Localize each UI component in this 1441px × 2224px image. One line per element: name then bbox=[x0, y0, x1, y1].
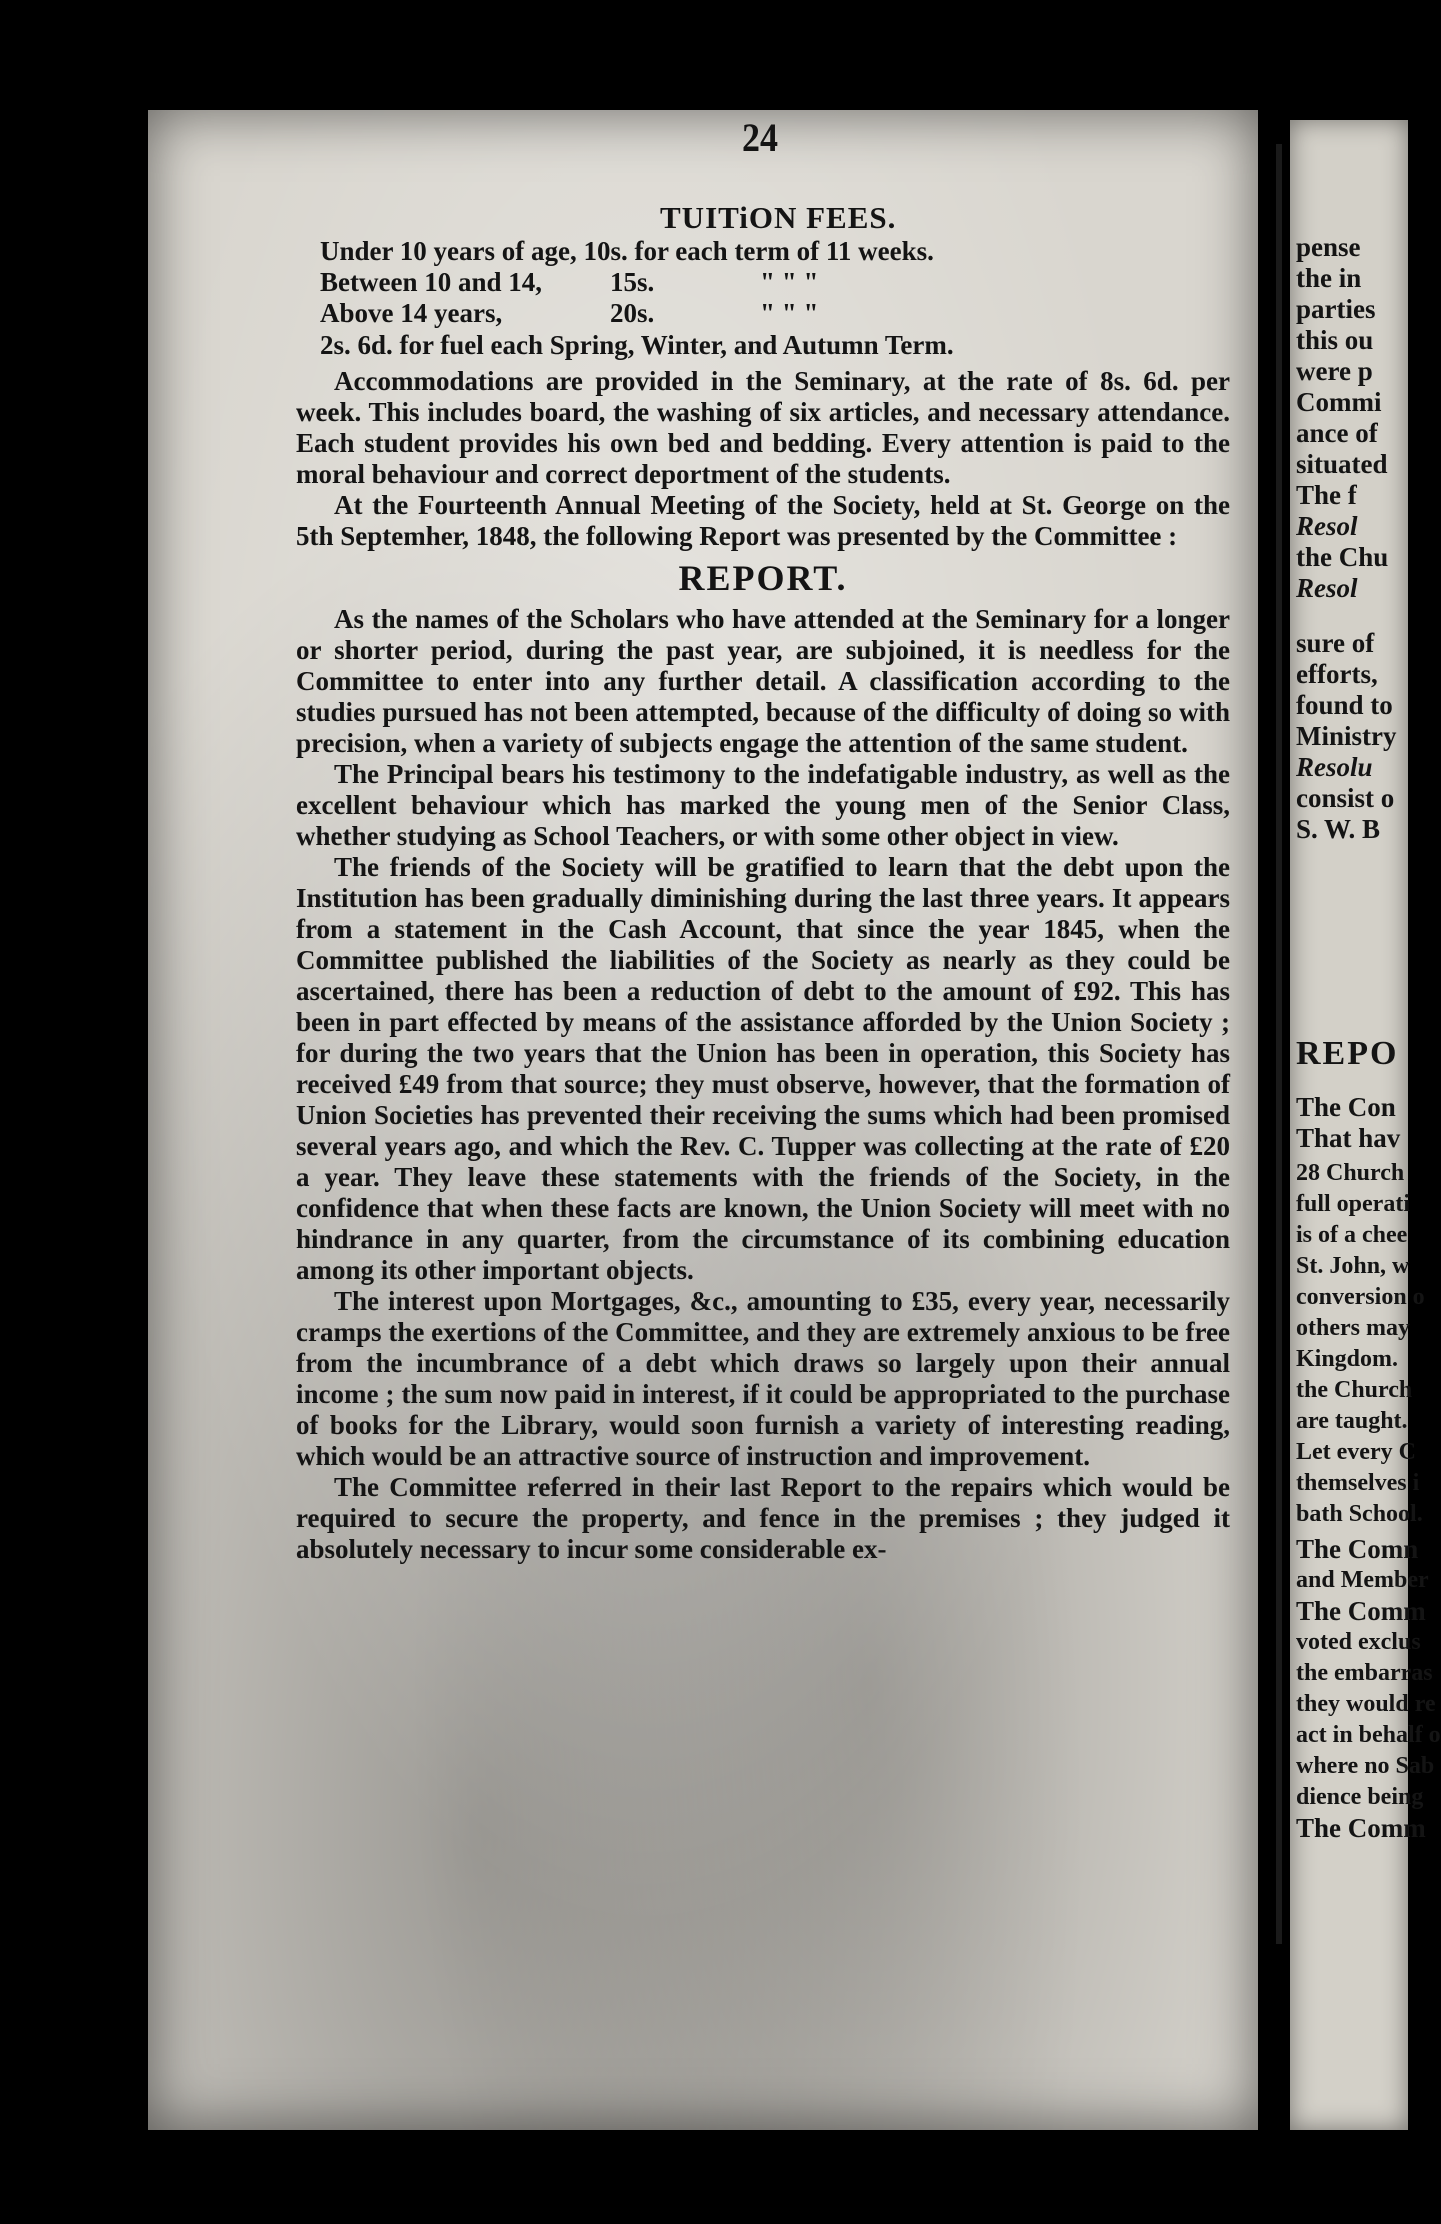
adjacent-page-edge bbox=[1290, 120, 1441, 2130]
next-page-fragment: the embarras bbox=[1296, 1660, 1433, 1686]
next-page-fragment: Let every C bbox=[1296, 1439, 1416, 1465]
fee-row-value: 15s. bbox=[610, 267, 655, 297]
next-page-fragment: voted exclus bbox=[1296, 1629, 1421, 1655]
next-page-fragment: The Comm bbox=[1296, 1596, 1426, 1626]
page-title: TUITiON FEES. bbox=[660, 200, 897, 235]
page-gutter-rule bbox=[1276, 144, 1282, 1944]
fee-row-value: 20s. bbox=[610, 298, 655, 328]
next-page-fragment: The Comm bbox=[1296, 1813, 1426, 1843]
next-page-fragment: full operati bbox=[1296, 1191, 1410, 1217]
next-page-fragment: bath School. bbox=[1296, 1501, 1423, 1527]
next-page-fragment: consist o bbox=[1296, 783, 1395, 813]
next-page-fragment: act in behalf o bbox=[1296, 1722, 1441, 1748]
next-page-heading: REPO bbox=[1296, 1035, 1399, 1072]
accommodations-paragraph: Accommodations are provided in the Seminary, at the rate of 8s. 6d. per week. This includes board, the washing of six articles, and necessary attendance. Each student provides his own bed and bedding. Every attention is paid to the moral behaviour and correct deportment of the students. bbox=[296, 366, 1230, 489]
interest-paragraph: The interest upon Mortgages, &c., amounting to £35, every year, necessarily cramps the exertions of the Committee, and they are extremely anxious to be free from the incumbrance of a debt which draws so largely upon their annual income ; the sum now paid in interest, if it could be appropriated to the purchase of books for the Library, would soon furnish a variety of interesting reading, which would be an attractive source of instruction and improvement. bbox=[296, 1286, 1230, 1471]
next-page-fragment: dience being bbox=[1296, 1784, 1424, 1810]
fuel-note-text: 2s. 6d. for fuel each Spring, Winter, and Autumn Term. bbox=[320, 330, 954, 360]
next-page-fragment: and Member bbox=[1296, 1567, 1429, 1593]
next-page-fragment: parties bbox=[1296, 294, 1376, 324]
next-page-fragment: this ou bbox=[1296, 325, 1374, 355]
next-page-fragment: the Chu bbox=[1296, 542, 1389, 572]
next-page-fragment: found to bbox=[1296, 690, 1393, 720]
next-page-fragment: is of a chee bbox=[1296, 1222, 1408, 1248]
next-page-fragment: Kingdom. bbox=[1296, 1346, 1399, 1372]
next-page-fragment: efforts, bbox=[1296, 659, 1378, 689]
report-heading: REPORT. bbox=[678, 558, 848, 598]
next-page-fragment: Resolu bbox=[1296, 752, 1373, 782]
main-text bbox=[296, 366, 1230, 1565]
next-page-fragment: where no Sab bbox=[1296, 1753, 1435, 1779]
fee-row-label: Under 10 years of age, 10s. for each term of 11 weeks. bbox=[320, 236, 934, 266]
next-page-fragment: sure of bbox=[1296, 628, 1375, 658]
fee-row-label: Between 10 and 14, bbox=[320, 267, 542, 297]
next-page-fragment: were p bbox=[1296, 356, 1373, 386]
meeting-paragraph: At the Fourteenth Annual Meeting of the Society, held at St. George on the 5th Septemher, 1848, the following Report was presented by the Committee : bbox=[296, 490, 1230, 551]
next-page-fragment: themselves i bbox=[1296, 1470, 1420, 1496]
fee-row-label: Above 14 years, bbox=[320, 298, 503, 328]
page-number: 24 bbox=[742, 115, 778, 160]
next-page-fragment: they would re bbox=[1296, 1691, 1436, 1717]
next-page-fragment: St. John, w bbox=[1296, 1253, 1410, 1279]
next-page-fragment: Resol bbox=[1296, 511, 1358, 541]
next-page-fragment: The Con bbox=[1296, 1092, 1396, 1122]
scholars-paragraph: As the names of the Scholars who have attended at the Seminary for a longer or shorter period, during the past year, are subjoined, it is needless for the Committee to enter into any further detail. A classification according to the studies pursued has not been attempted, because of the difficulty of doing so with precision, when a variety of subjects engage the attention of the same student. bbox=[296, 604, 1230, 758]
next-page-fragment: The Comn bbox=[1296, 1534, 1419, 1564]
next-page-fragment: The f bbox=[1296, 480, 1357, 510]
ditto-marks: " " " bbox=[760, 267, 819, 297]
debt-paragraph: The friends of the Society will be gratified to learn that the debt upon the Institution has been gradually diminishing during the last three years. It appears from a statement in the Cash Account, that since the year 1845, when the Committee published the liabilities of the Society as nearly as they could be ascertained, there has been a reduction of debt to the amount of £92. This has been in part effected by means of the assistance afforded by the Union Society ; for during the two years that the Union has been in operation, this Society has received £49 from that source; they must observe, however, that the formation of Union Societies has prevented their receiving the sums which had been promised several years ago, and which the Rev. C. Tupper was collecting at the rate of £20 a year. They leave these statements with the friends of the Society, in the confidence that when these facts are known, the Union Society will meet with no hindrance in any quarter, from the circumstance of its combining education among its other important objects. bbox=[296, 852, 1230, 1285]
next-page-fragment: pense bbox=[1296, 232, 1361, 262]
next-page-fragment: S. W. B bbox=[1296, 814, 1381, 844]
next-page-fragment: the Church bbox=[1296, 1377, 1413, 1403]
next-page-fragment: conversion o bbox=[1296, 1284, 1425, 1310]
next-page-fragment: situated bbox=[1296, 449, 1388, 479]
next-page-fragment: Commi bbox=[1296, 387, 1382, 417]
next-page-fragment: Resol bbox=[1296, 573, 1358, 603]
next-page-fragment: are taught. bbox=[1296, 1408, 1408, 1434]
next-page-fragment: 28 Church bbox=[1296, 1160, 1405, 1186]
next-page-fragment: Ministry bbox=[1296, 721, 1397, 751]
repairs-paragraph: The Committee referred in their last Report to the repairs which would be required to secure the property, and fence in the premises ; they judged it absolutely necessary to incur some considerable ex- bbox=[296, 1472, 1230, 1564]
next-page-fragment: That hav bbox=[1296, 1123, 1401, 1153]
ditto-marks: " " " bbox=[760, 298, 819, 328]
next-page-fragment: others may bbox=[1296, 1315, 1410, 1341]
next-page-fragment: ance of bbox=[1296, 418, 1378, 448]
next-page-fragment: the in bbox=[1296, 263, 1362, 293]
principal-paragraph: The Principal bears his testimony to the indefatigable industry, as well as the excellent behaviour which has marked the young men of the Senior Class, whether studying as School Teachers, or with some other object in view. bbox=[296, 759, 1230, 851]
